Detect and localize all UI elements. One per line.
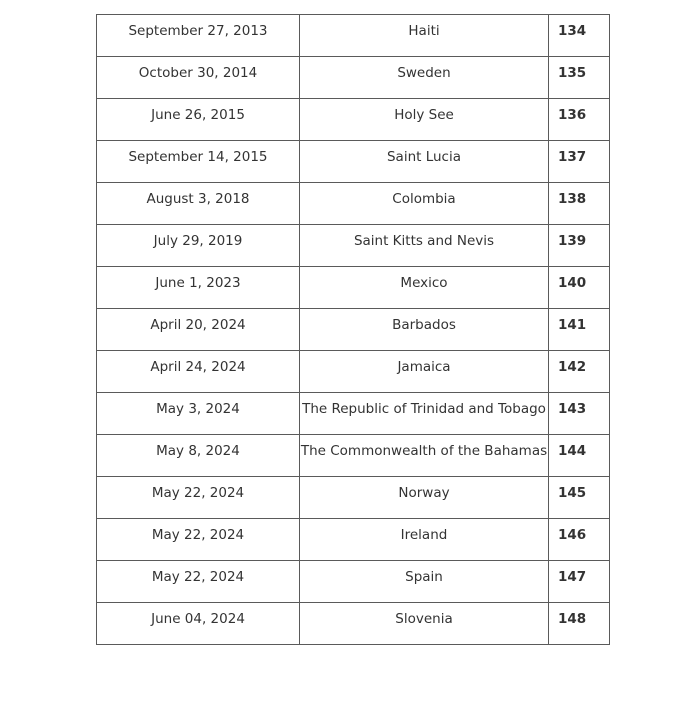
table-row <box>97 393 610 435</box>
number-cell: 147 <box>549 561 610 603</box>
date-cell: June 1, 2023 <box>97 267 300 309</box>
date-cell: July 29, 2019 <box>97 225 300 267</box>
number-cell: 145 <box>549 477 610 519</box>
date-cell: April 24, 2024 <box>97 351 300 393</box>
date-cell: April 20, 2024 <box>97 309 300 351</box>
date-cell: May 8, 2024 <box>97 435 300 477</box>
number-cell: 135 <box>549 57 610 99</box>
country-cell: Spain <box>300 561 549 603</box>
country-cell: Saint Kitts and Nevis <box>300 225 549 267</box>
country-cell: Saint Lucia <box>300 141 549 183</box>
table-row <box>97 15 610 57</box>
number-cell: 141 <box>549 309 610 351</box>
date-cell: June 04, 2024 <box>97 603 300 645</box>
table-row <box>97 99 610 141</box>
number-cell: 143 <box>549 393 610 435</box>
date-cell: August 3, 2018 <box>97 183 300 225</box>
table-row <box>97 477 610 519</box>
country-cell: Ireland <box>300 519 549 561</box>
country-cell: Barbados <box>300 309 549 351</box>
date-cell: September 27, 2013 <box>97 15 300 57</box>
number-cell: 144 <box>549 435 610 477</box>
table-row <box>97 141 610 183</box>
country-cell: The Commonwealth of the Bahamas <box>300 435 549 477</box>
date-cell: May 22, 2024 <box>97 561 300 603</box>
table-row <box>97 351 610 393</box>
number-cell: 139 <box>549 225 610 267</box>
number-cell: 134 <box>549 15 610 57</box>
date-cell: October 30, 2014 <box>97 57 300 99</box>
table-row <box>97 519 610 561</box>
table-row <box>97 435 610 477</box>
table-row <box>97 561 610 603</box>
table-row <box>97 603 610 645</box>
number-cell: 136 <box>549 99 610 141</box>
table-row <box>97 57 610 99</box>
date-cell: May 22, 2024 <box>97 477 300 519</box>
date-cell: June 26, 2015 <box>97 99 300 141</box>
date-cell: May 3, 2024 <box>97 393 300 435</box>
date-cell: May 22, 2024 <box>97 519 300 561</box>
country-cell: Holy See <box>300 99 549 141</box>
number-cell: 140 <box>549 267 610 309</box>
table-body <box>97 15 610 645</box>
table-row <box>97 267 610 309</box>
number-cell: 137 <box>549 141 610 183</box>
recognition-table <box>96 14 610 645</box>
country-cell: The Republic of Trinidad and Tobago <box>300 393 549 435</box>
number-cell: 142 <box>549 351 610 393</box>
country-cell: Slovenia <box>300 603 549 645</box>
table-row <box>97 225 610 267</box>
number-cell: 146 <box>549 519 610 561</box>
table-row <box>97 309 610 351</box>
country-cell: Jamaica <box>300 351 549 393</box>
country-cell: Colombia <box>300 183 549 225</box>
table-row <box>97 183 610 225</box>
country-cell: Sweden <box>300 57 549 99</box>
number-cell: 148 <box>549 603 610 645</box>
number-cell: 138 <box>549 183 610 225</box>
country-cell: Norway <box>300 477 549 519</box>
date-cell: September 14, 2015 <box>97 141 300 183</box>
country-cell: Haiti <box>300 15 549 57</box>
country-cell: Mexico <box>300 267 549 309</box>
